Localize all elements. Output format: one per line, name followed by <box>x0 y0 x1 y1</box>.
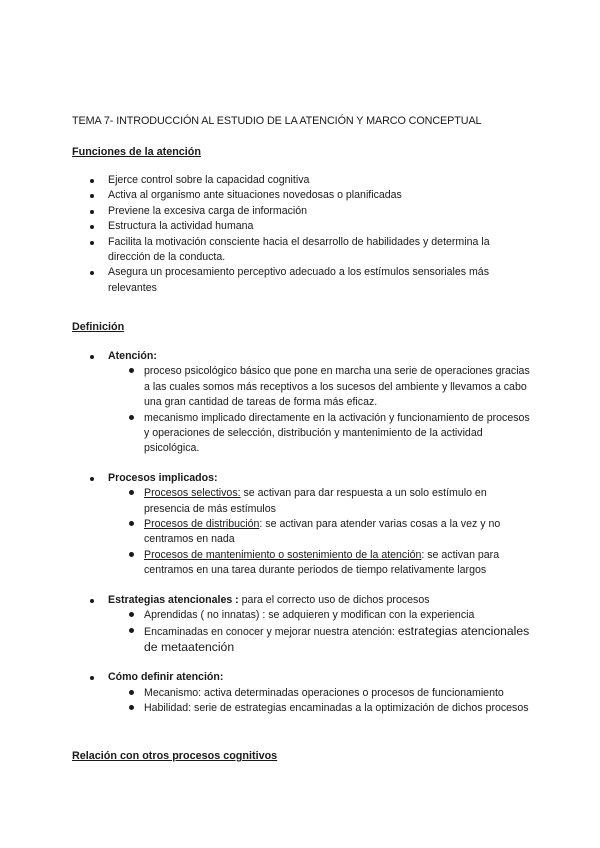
list-item-atencion <box>71 349 531 457</box>
procesos-text: : se activan para atender varias cosas a la vez y no centramos en nada <box>144 518 501 546</box>
sublist-item <box>108 517 531 548</box>
estrategias-sublist <box>108 608 531 656</box>
procesos-text: se activan para dar respuesta a un solo estímulo en presencia de más estímulos <box>144 487 487 515</box>
section-heading-funciones: Funciones de la atención <box>72 146 201 158</box>
list-item: Previene la excesiva carga de información <box>71 204 521 219</box>
procesos-label: Procesos implicados: <box>108 471 218 484</box>
estrategias-extra: estrategias atencionales de metaatención <box>144 623 530 654</box>
atencion-label: Atención: <box>108 350 157 362</box>
section-heading-definicion: Definición <box>72 321 125 333</box>
funciones-list <box>71 173 521 296</box>
sublist-item <box>108 486 531 517</box>
list-item-como <box>71 670 531 716</box>
sublist-item: proceso psicológico básico que pone en marcha una serie de operaciones gracias a las cuales somos más receptivos a los sucesos del ambiente y llevamos a cabo una gran cantidad de tareas de forma más eficaz. <box>108 364 531 410</box>
como-sublist <box>108 686 531 717</box>
list-item: Estructura la actividad humana <box>71 219 521 234</box>
estrategias-desc: para el correcto uso de dichos procesos <box>238 593 430 606</box>
list-item: Asegura un procesamiento perceptivo adecuado a los estímulos sensoriales más relevantes <box>71 265 521 296</box>
list-item: Activa al organismo ante situaciones novedosas o planificadas <box>71 188 521 203</box>
sublist-item <box>108 624 531 657</box>
list-item-procesos <box>71 471 531 579</box>
list-item-estrategias <box>71 593 531 657</box>
estrategias-text: Encaminadas en conocer y mejorar nuestra atención: <box>144 625 398 638</box>
atencion-sublist <box>108 364 531 456</box>
procesos-term: Procesos de distribución <box>144 518 260 531</box>
sublist-item <box>108 548 531 579</box>
procesos-sublist <box>108 486 531 578</box>
procesos-text: : se activan para centramos en una tarea durante periodos de tiempo relativamente largos <box>144 548 500 577</box>
estrategias-label: Estrategias atencionales : <box>108 593 239 606</box>
list-item: Ejerce control sobre la capacidad cognitiva <box>71 173 521 188</box>
page-title: TEMA 7- INTRODUCCIÓN AL ESTUDIO DE LA ATENCIÓN Y MARCO CONCEPTUAL <box>72 115 482 127</box>
sublist-item: Aprendidas ( no innatas) : se adquieren y modifican con la experiencia <box>108 608 531 623</box>
sublist-item: Habilidad: serie de estrategias encaminadas a la optimización de dichos procesos <box>108 701 531 716</box>
como-label: Cómo definir atención: <box>108 671 224 684</box>
procesos-term: Procesos de mantenimiento o sostenimiento de la atención <box>144 548 422 561</box>
definicion-list <box>71 349 531 717</box>
list-item: Facilita la motivación consciente hacia el desarrollo de habilidades y determina la dirección de la conducta. <box>71 235 521 266</box>
sublist-item: mecanismo implicado directamente en la activación y funcionamiento de procesos y operaciones de selección, distribución y mantenimiento de la actividad psicológica. <box>108 411 531 457</box>
section-heading-relacion: Relación con otros procesos cognitivos <box>72 750 278 762</box>
procesos-term: Procesos selectivos: <box>144 487 241 500</box>
sublist-item: Mecanismo: activa determinadas operaciones o procesos de funcionamiento <box>108 686 531 701</box>
